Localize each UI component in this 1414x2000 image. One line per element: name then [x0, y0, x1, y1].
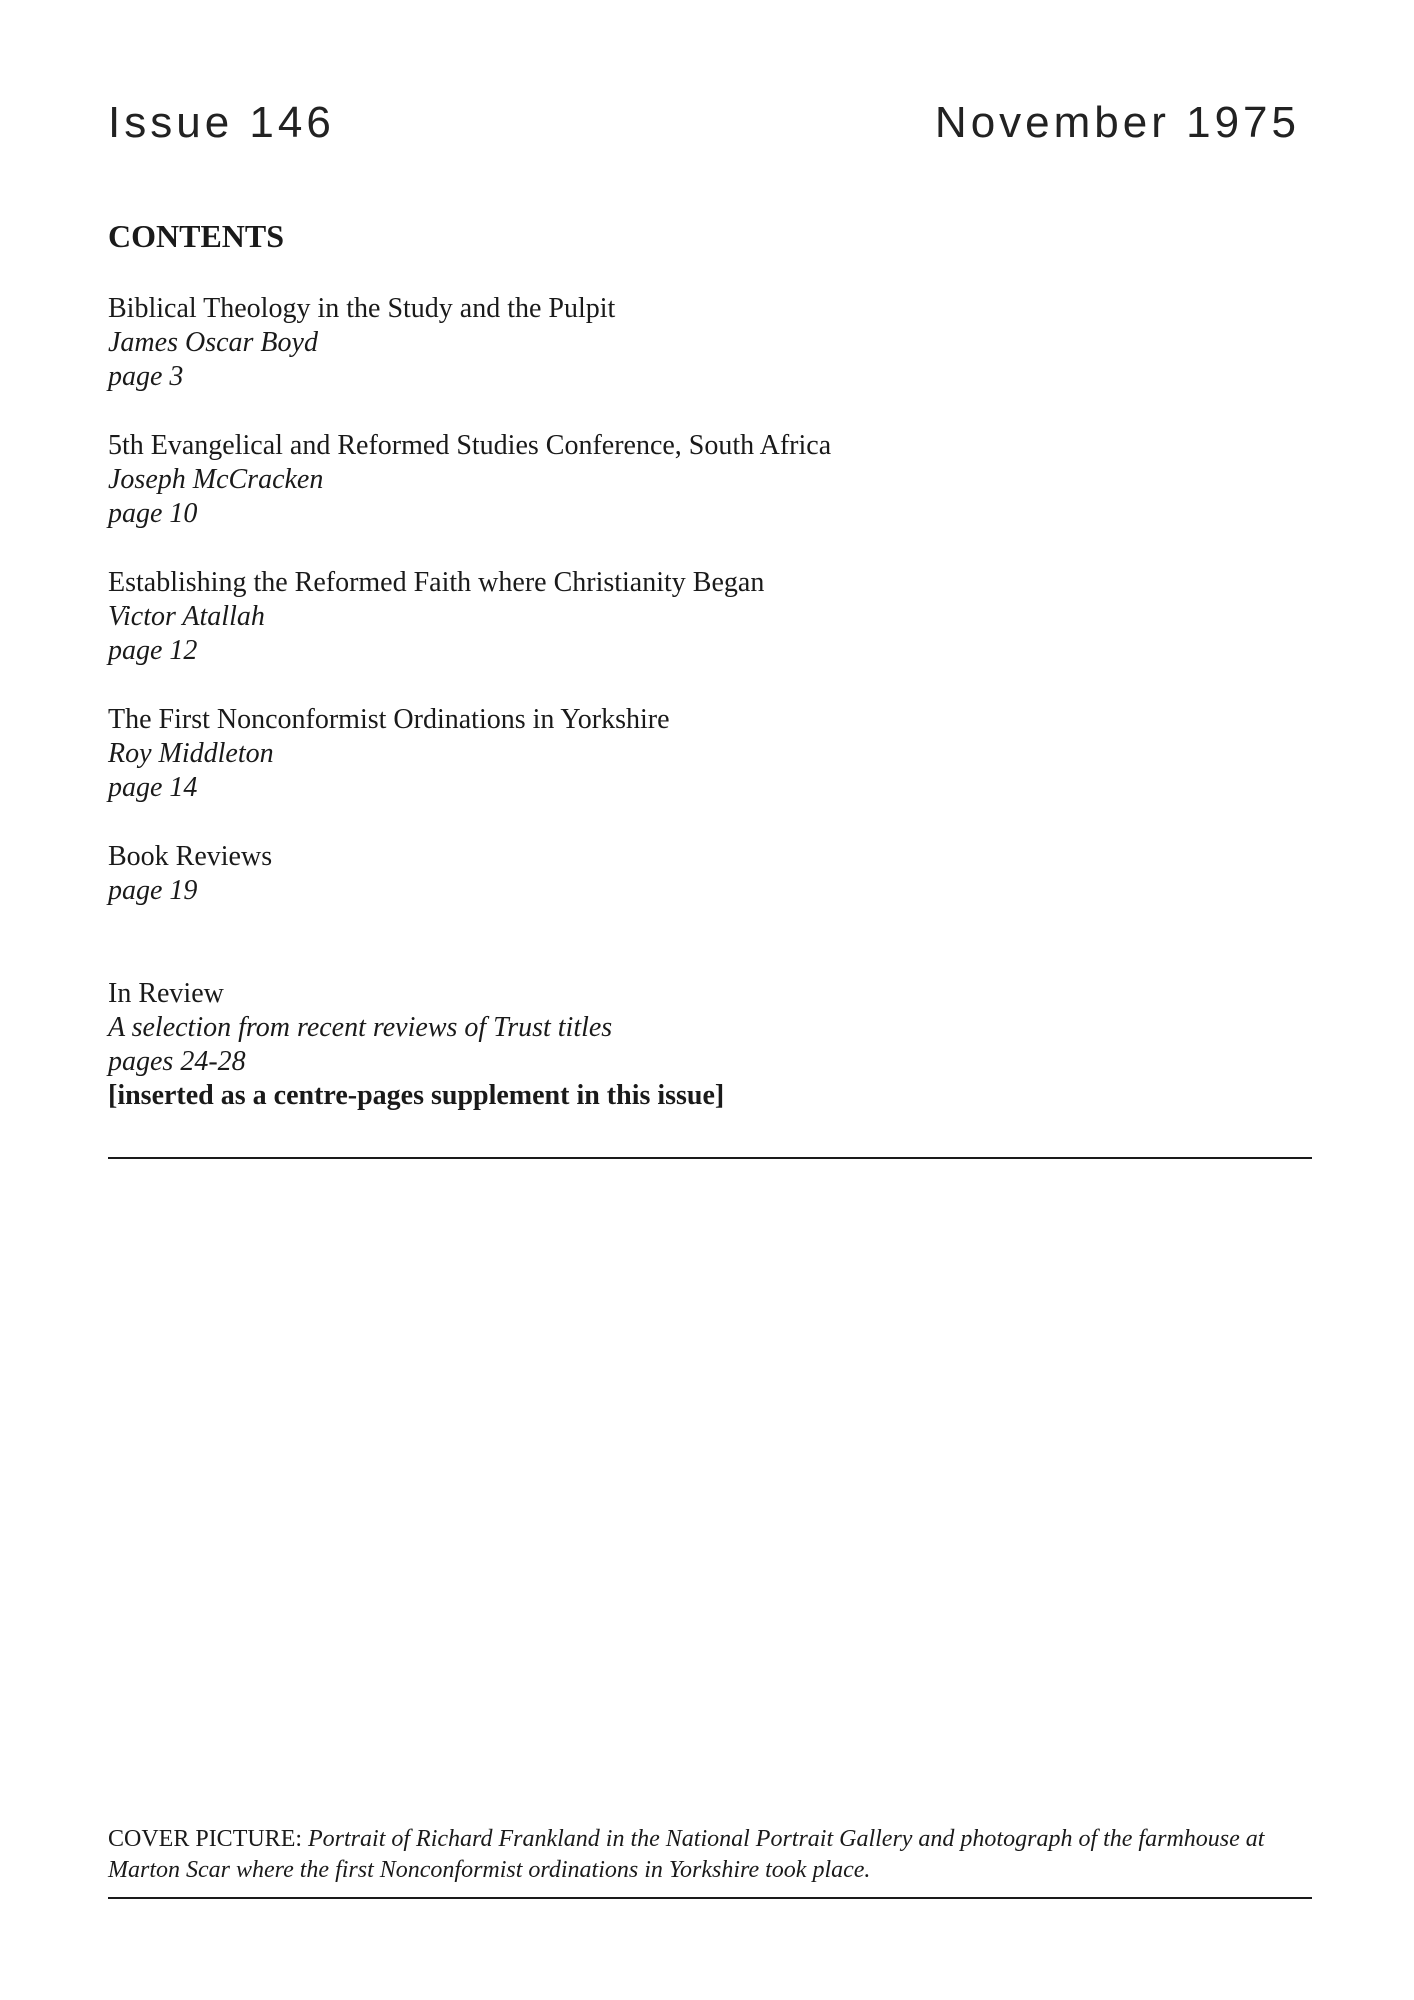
entry-title: Establishing the Reformed Faith where Christianity Began — [108, 567, 765, 598]
contents-entry — [108, 566, 764, 668]
entry-page: page 3 — [108, 361, 184, 392]
contents-entry — [108, 840, 272, 908]
entry-title: In Review — [108, 978, 224, 1009]
entry-title: The First Nonconformist Ordinations in Yorkshire — [108, 704, 670, 735]
entry-author: Roy Middleton — [108, 738, 274, 769]
entry-page: page 10 — [108, 498, 198, 529]
entry-note: [inserted as a centre-pages supplement in this issue] — [108, 1080, 725, 1111]
entry-page: page 12 — [108, 635, 198, 666]
contents-heading: CONTENTS — [108, 218, 285, 254]
entry-title: 5th Evangelical and Reformed Studies Conference, South Africa — [108, 430, 832, 461]
entry-page: page 19 — [108, 875, 198, 906]
entry-author: Joseph McCracken — [108, 464, 324, 495]
contents-entry — [108, 292, 615, 394]
entry-author: James Oscar Boyd — [108, 327, 318, 358]
entry-author: Victor Atallah — [108, 601, 265, 632]
entry-page: page 14 — [108, 772, 198, 803]
cover-label: COVER PICTURE: — [108, 1826, 303, 1852]
entry-page: pages 24-28 — [108, 1046, 246, 1077]
contents-entry — [108, 429, 831, 531]
contents-divider — [108, 1157, 1312, 1159]
cover-picture-caption — [108, 1824, 1312, 1886]
issue-number: Issue 146 — [108, 98, 335, 147]
cover-caption-text: Portrait of Richard Frankland in the National Portrait Gallery and photograph of the farmhouse at Marton Scar where the first Nonconformist ordinations in Yorkshire took place. — [108, 1826, 1265, 1883]
entry-title: Book Reviews — [108, 841, 273, 872]
contents-entry — [108, 703, 670, 805]
cover-divider — [108, 1897, 1312, 1899]
contents-entry — [108, 977, 724, 1113]
issue-date: November 1975 — [934, 98, 1300, 147]
entry-subtitle: A selection from recent reviews of Trust titles — [108, 1012, 613, 1043]
entry-title: Biblical Theology in the Study and the Pulpit — [108, 293, 616, 324]
